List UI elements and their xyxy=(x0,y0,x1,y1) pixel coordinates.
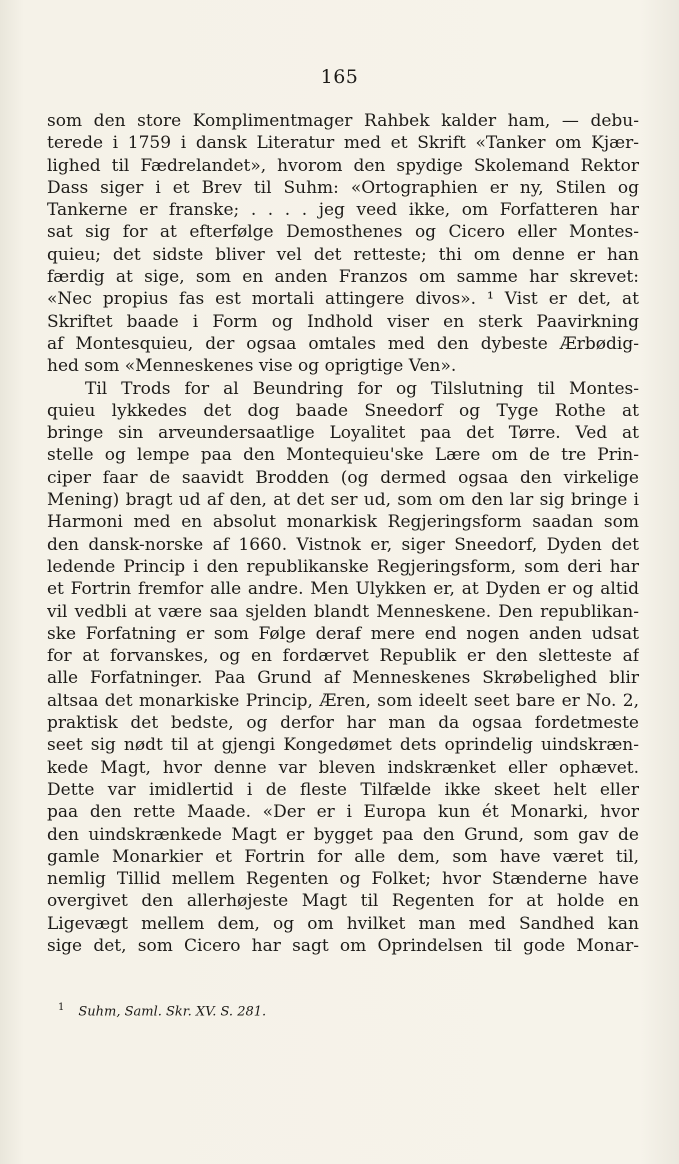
text-line: altsaa det monarkiske Princip, Æren, som ideelt seet bare er No. 2, xyxy=(47,690,639,711)
text-line: sat sig for at efterfølge Demosthenes og Cicero eller Montes- xyxy=(47,222,639,243)
text-line: som den store Komplimentmager Rahbek kalder ham, — debu- xyxy=(47,111,639,131)
text-line: ciper faar de saavidt Brodden (og dermed ogsaa den virkelige xyxy=(47,467,639,488)
text-line: Tankerne er franske; . . . . jeg veed ikke, om Forfatteren har xyxy=(47,200,639,221)
text-line: alle Forfatninger. Paa Grund af Menneskenes Skrøbelighed blir xyxy=(47,668,639,689)
text-line: Dette var imidlertid i de fleste Tilfælde ikke skeet helt eller xyxy=(47,779,639,800)
body-text xyxy=(47,110,639,957)
text-line: seet sig nødt til at gjengi Kongedømet dets oprindelig uindskræn- xyxy=(47,735,639,756)
text-line: paa den rette Maade. «Der er i Europa kun ét Monarki, hvor xyxy=(47,802,639,823)
text-line: den uindskrænkede Magt er bygget paa den Grund, som gav de xyxy=(47,824,639,845)
text-line: for at forvanskes, og en fordærvet Republik er den sletteste af xyxy=(47,646,639,667)
text-line: nemlig Tillid mellem Regenten og Folket; hvor Stænderne have xyxy=(47,869,639,890)
text-line: hed som «Menneskenes vise og oprigtige Ven». xyxy=(47,356,457,377)
text-line: bringe sin arveundersaatlige Loyalitet paa det Tørre. Ved at xyxy=(47,423,639,444)
text-line: vil vedbli at være saa sjelden blandt Menneskene. Den republikan- xyxy=(47,601,639,622)
text-line: ledende Princip i den republikanske Regjeringsform, som deri har xyxy=(47,556,639,577)
footnote-text: Suhm, Saml. Skr. XV. S. 281. xyxy=(78,1004,267,1020)
text-line: kede Magt, hvor denne var bleven indskrænket eller ophævet. xyxy=(47,757,639,778)
text-line: overgivet den allerhøjeste Magt til Regenten for at holde en xyxy=(47,891,639,912)
text-line: Skriftet baade i Form og Indhold viser en sterk Paavirkning xyxy=(47,311,639,332)
text-line: Harmoni med en absolut monarkisk Regjeringsform saadan som xyxy=(47,512,639,533)
text-line: Til Trods for al Beundring for og Tilslutning til Montes- xyxy=(85,378,639,399)
text-line: terede i 1759 i dansk Literatur med et Skrift «Tanker om Kjær- xyxy=(47,133,639,154)
footnote xyxy=(58,1002,266,1019)
page-number: 165 xyxy=(320,66,359,88)
text-line: lighed til Fædrelandet», hvorom den spydige Skolemand Rektor xyxy=(47,155,639,176)
text-line: gamle Monarkier et Fortrin for alle dem, som have været til, xyxy=(47,846,639,867)
text-line: ske Forfatning er som Følge deraf mere end nogen anden udsat xyxy=(47,623,639,644)
text-line: et Fortrin fremfor alle andre. Men Ulykken er, at Dyden er og altid xyxy=(47,579,639,600)
footnote-mark: 1 xyxy=(58,1002,65,1013)
text-line: «Nec propius fas est mortali attingere divos». ¹ Vist er det, at xyxy=(47,289,639,310)
text-line: Mening) bragt ud af den, at det ser ud, som om den lar sig bringe i xyxy=(47,490,639,511)
text-line: den dansk-norske af 1660. Vistnok er, siger Sneedorf, Dyden det xyxy=(47,534,639,555)
text-line: Ligevægt mellem dem, og om hvilket man med Sandhed kan xyxy=(47,913,639,934)
text-line: af Montesquieu, der ogsaa omtales med den dybeste Ærbødig- xyxy=(47,333,639,354)
text-line: stelle og lempe paa den Montequieu'ske Lære om de tre Prin- xyxy=(47,445,639,466)
text-line: quieu lykkedes det dog baade Sneedorf og Tyge Rothe at xyxy=(47,400,639,421)
text-line: sige det, som Cicero har sagt om Oprindelsen til gode Monar- xyxy=(47,935,639,956)
text-line: praktisk det bedste, og derfor har man da ogsaa fordetmeste xyxy=(47,713,639,734)
text-line: Dass siger i et Brev til Suhm: «Ortographien er ny, Stilen og xyxy=(47,177,639,198)
text-line: færdig at sige, som en anden Franzos om samme har skrevet: xyxy=(47,267,639,288)
text-line: quieu; det sidste bliver vel det retteste; thi om denne er han xyxy=(47,244,639,265)
